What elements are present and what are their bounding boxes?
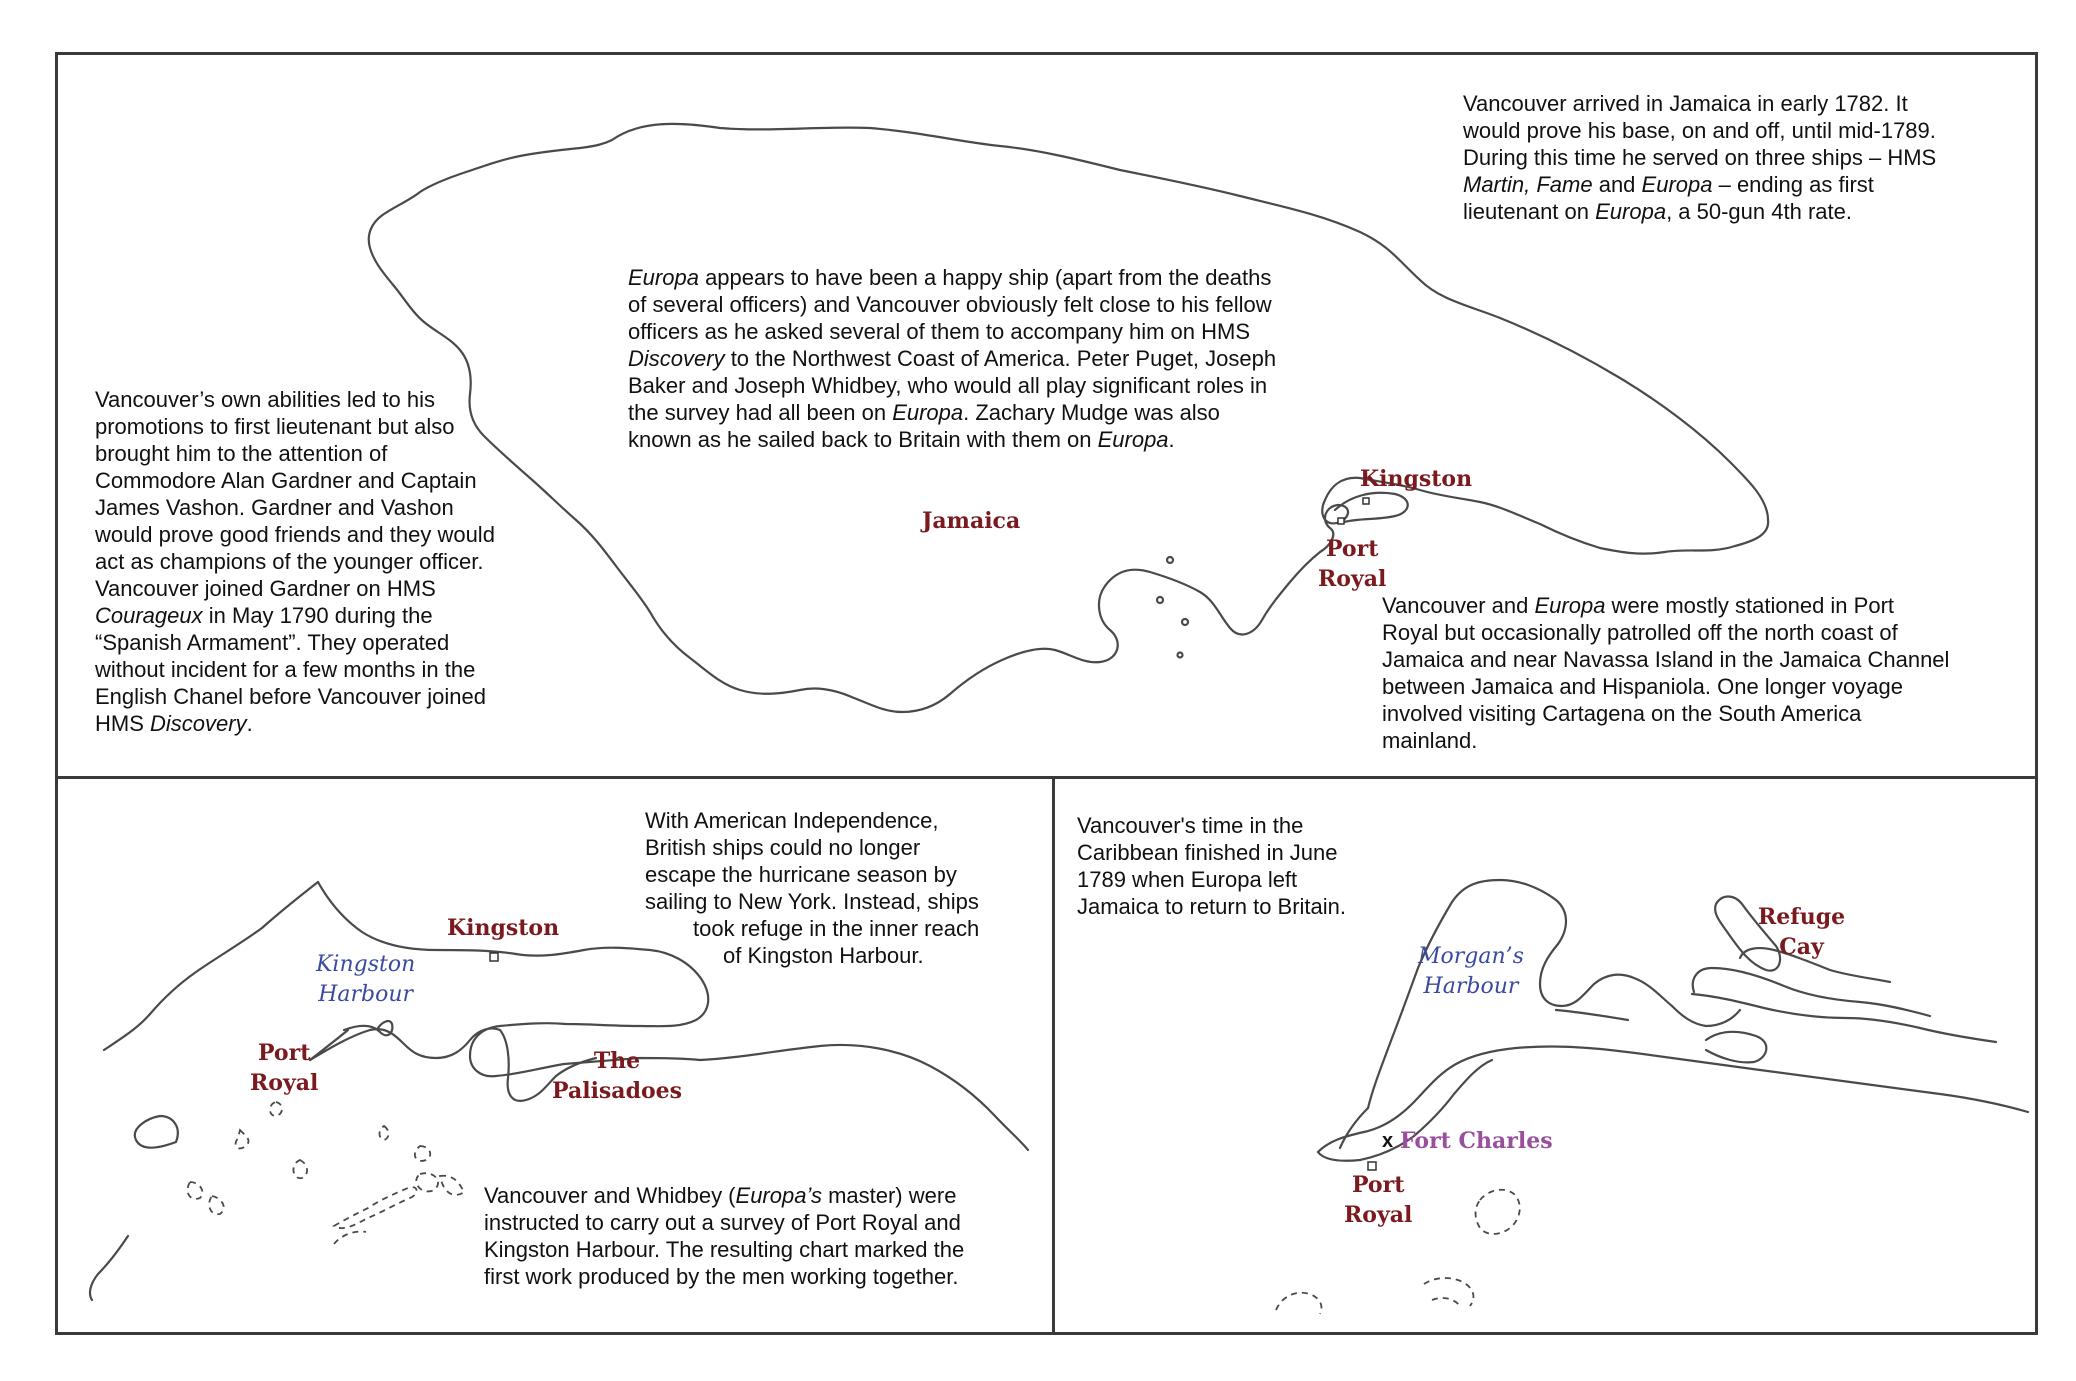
abilities-line-10: “Spanish Armament”. They operated (95, 630, 450, 655)
stationed-line-6: mainland. (1382, 728, 1478, 753)
arrival-line-5: lieutenant on Europa, a 50-gun 4th rate. (1463, 199, 1852, 224)
kingston-harbour-line-1: Kingston (316, 952, 416, 977)
morgans-harbour-line-1: Morgan’s (1418, 944, 1524, 969)
europa-line-3: officers as he asked several of them to accompany him on HMS (628, 319, 1250, 344)
europa-text (628, 264, 1388, 453)
caribbean-line-3: 1789 when Europa left (1077, 867, 1298, 892)
abilities-line-6: would prove good friends and they would (95, 522, 495, 547)
arrival-line-1: Vancouver arrived in Jamaica in early 1782. It (1463, 91, 1908, 116)
stationed-line-3: Jamaica and near Navassa Island in the Jamaica Channel (1382, 647, 1950, 672)
abilities-text (95, 386, 565, 737)
kingston-harbour-line-2: Harbour (318, 982, 414, 1007)
stationed-text (1382, 592, 2022, 754)
jamaica-label: Jamaica (922, 508, 1021, 534)
europa-line-5: Baker and Joseph Whidbey, who would all play significant roles in (628, 373, 1268, 398)
kingston-label-harbour-map: Kingston (447, 915, 560, 941)
abilities-line-12: English Chanel before Vancouver joined (95, 684, 486, 709)
arrival-line-2: would prove his base, on and off, until mid-1789. (1463, 118, 1936, 143)
morgans-harbour-label (1418, 942, 1524, 1002)
port-royal-harbour-line-2: Royal (250, 1070, 319, 1096)
independence-line-1: With American Independence, (645, 808, 939, 833)
stationed-line-1: Vancouver and Europa were mostly stationed in Port (1382, 593, 1895, 618)
abilities-line-1: Vancouver’s own abilities led to his (95, 387, 435, 412)
europa-line-6: the survey had all been on Europa. Zachary Mudge was also (628, 400, 1220, 425)
port-royal-detail-line-2: Royal (1344, 1202, 1413, 1228)
independence-line-2: British ships could no longer (645, 835, 921, 860)
palisadoes-label (552, 1046, 682, 1106)
survey-line-4: first work produced by the men working together. (484, 1264, 959, 1289)
port-royal-line-2: Royal (1318, 566, 1387, 592)
refuge-cay-label (1758, 902, 1845, 962)
fort-charles-marker: x (1382, 1130, 1394, 1152)
palisadoes-line-1: The (593, 1048, 641, 1074)
independence-line-5: took refuge in the inner reach (693, 916, 980, 941)
caribbean-line-1: Vancouver's time in the (1077, 813, 1304, 838)
morgans-harbour-line-2: Harbour (1423, 974, 1519, 999)
arrival-line-3: During this time he served on three ships – HMS (1463, 145, 1937, 170)
palisadoes-line-2: Palisadoes (552, 1078, 683, 1104)
abilities-line-5: James Vashon. Gardner and Vashon (95, 495, 454, 520)
port-royal-label-harbour-map (250, 1038, 318, 1098)
abilities-line-2: promotions to first lieutenant but also (95, 414, 455, 439)
caribbean-text (1077, 812, 1417, 920)
abilities-line-8: Vancouver joined Gardner on HMS (95, 576, 436, 601)
survey-line-3: Kingston Harbour. The resulting chart marked the (484, 1237, 965, 1262)
kingston-harbour-label (316, 950, 415, 1010)
abilities-line-4: Commodore Alan Gardner and Captain (95, 468, 477, 493)
refuge-cay-line-2: Cay (1779, 934, 1824, 960)
port-royal-harbour-line-1: Port (257, 1040, 311, 1066)
survey-text (484, 1182, 1044, 1290)
abilities-line-13: HMS Discovery. (95, 711, 253, 736)
independence-line-6: of Kingston Harbour. (723, 943, 924, 968)
europa-line-1: Europa appears to have been a happy ship (apart from the deaths (628, 265, 1272, 290)
europa-line-4: Discovery to the Northwest Coast of America. Peter Puget, Joseph (628, 346, 1277, 371)
independence-line-4: sailing to New York. Instead, ships (645, 889, 979, 914)
europa-line-7: known as he sailed back to Britain with them on Europa. (628, 427, 1175, 452)
abilities-line-3: brought him to the attention of (95, 441, 388, 466)
abilities-line-11: without incident for a few months in the (95, 657, 476, 682)
abilities-line-9: Courageux in May 1790 during the (95, 603, 433, 628)
port-royal-label-detail-map (1344, 1170, 1412, 1230)
arrival-text (1463, 90, 2023, 225)
fort-charles-label: Fort Charles (1400, 1128, 1553, 1154)
abilities-line-7: act as champions of the younger officer. (95, 549, 484, 574)
refuge-cay-line-1: Refuge (1758, 904, 1846, 930)
stationed-line-2: Royal but occasionally patrolled off the north coast of (1382, 620, 1898, 645)
stationed-line-4: between Jamaica and Hispaniola. One longer voyage (1382, 674, 1903, 699)
survey-line-2: instructed to carry out a survey of Port Royal and (484, 1210, 961, 1235)
survey-line-1: Vancouver and Whidbey (Europa’s master) were (484, 1183, 957, 1208)
stationed-line-5: involved visiting Cartagena on the South America (1382, 701, 1862, 726)
independence-text (645, 807, 1035, 969)
port-royal-label-top (1318, 534, 1386, 594)
kingston-label-top: Kingston (1360, 466, 1473, 492)
port-royal-line-1: Port (1325, 536, 1379, 562)
caribbean-line-2: Caribbean finished in June (1077, 840, 1338, 865)
caribbean-line-4: Jamaica to return to Britain. (1077, 894, 1347, 919)
independence-line-3: escape the hurricane season by (645, 862, 957, 887)
europa-line-2: of several officers) and Vancouver obviously felt close to his fellow (628, 292, 1272, 317)
port-royal-detail-line-1: Port (1351, 1172, 1405, 1198)
arrival-line-4: Martin, Fame and Europa – ending as first (1463, 172, 1874, 197)
